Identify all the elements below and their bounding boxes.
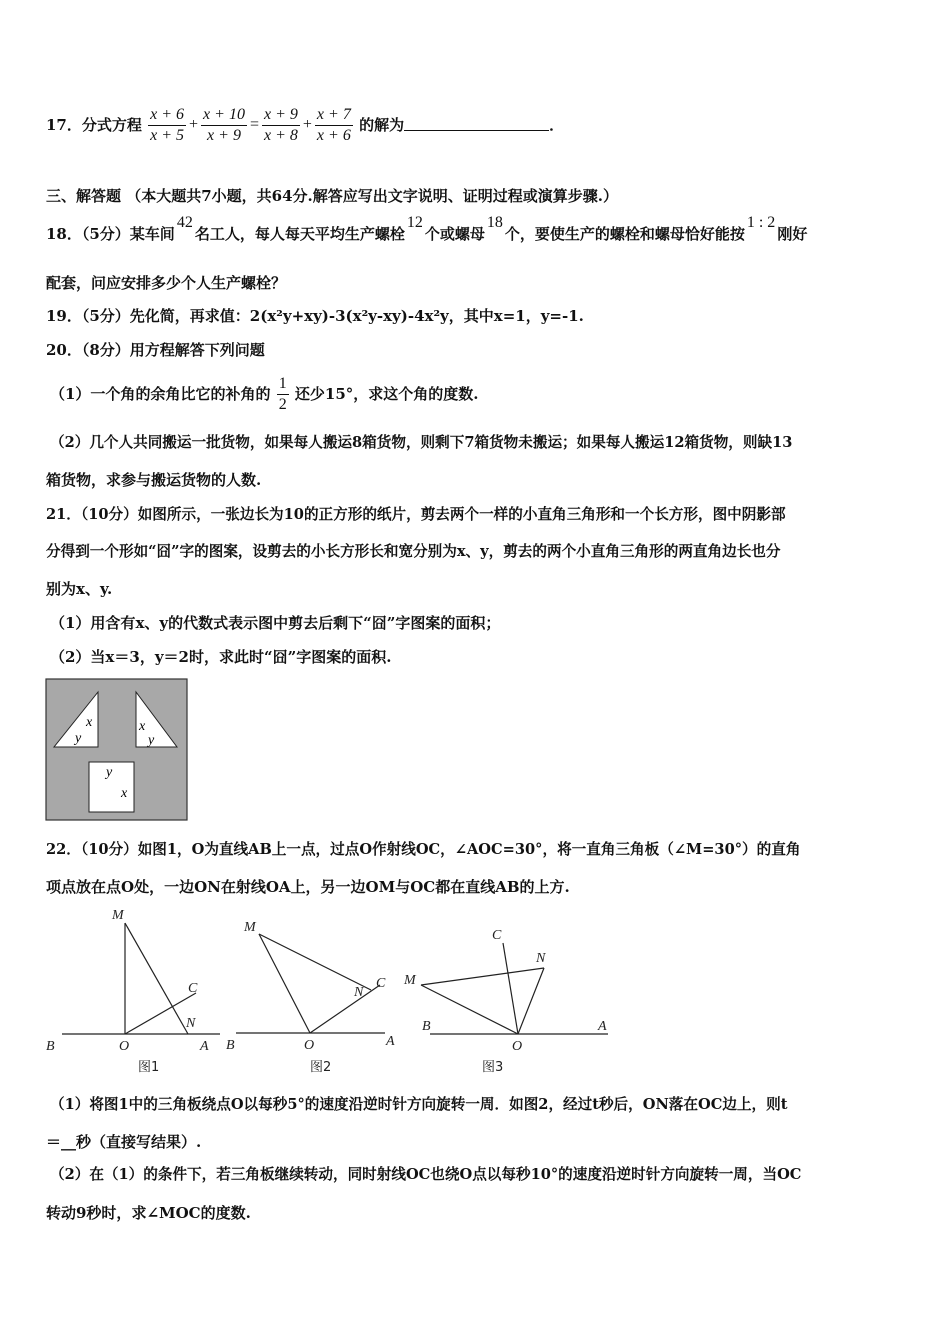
q21-label-y-rect: y [106, 765, 113, 780]
fig2-oc [310, 985, 380, 1033]
q18-part-3: 个或螺母 [424, 225, 485, 243]
q18-part-5: 刚好 [777, 225, 808, 243]
fig1-mn [125, 923, 188, 1034]
q20-sub-1-b: 还少15°，求这个角的度数. [294, 385, 479, 403]
fig3-caption: 图3 [482, 1060, 504, 1075]
q17-equals: = [249, 116, 259, 133]
q21-label-x-left: x [86, 715, 93, 730]
q22-figures [40, 903, 620, 1078]
fig1-label-o: O [119, 1039, 130, 1054]
q18-part-1: 18．（5分）某车间 [46, 225, 175, 243]
q18-number-nuts: 18 [486, 214, 503, 231]
q17-f1-numerator: x + 6 [148, 105, 186, 126]
q21-label-y-right: y [148, 733, 155, 748]
q21-line-2: 分得到一个形如“囧”字的图案，设剪去的小长方形长和宽分别为x、y，剪去的两个小直角三角形的两直角边长也分 [46, 543, 781, 560]
fig1-label-m: M [112, 908, 124, 923]
q20-fraction-denominator: 2 [278, 395, 287, 413]
q18-line-2: 配套，问应安排多少个人生产螺栓？ [46, 274, 287, 292]
fig3-label-n: N [536, 951, 546, 966]
q21-sub-1: （1）用含有x、y的代数式表示图中剪去后剩下“囧”字图案的面积； [50, 614, 501, 632]
q17-line [46, 104, 564, 146]
fig3-label-c: C [492, 928, 502, 943]
q20-sub-2-line-2: 箱货物，求参与搬运货物的人数. [46, 471, 262, 489]
q17-fraction-1 [148, 105, 186, 146]
q21-figure [45, 678, 189, 822]
q20-sub-1 [50, 372, 479, 415]
fig3-mn [421, 968, 544, 985]
q18-line-1 [46, 214, 808, 245]
q20-sub-2-line-1: （2）几个人共同搬运一批货物，如果每人搬运8箱货物，则剩下7箱货物未搬运；如果每人搬运12箱货物，则缺13 [50, 434, 793, 451]
fig2-label-o: O [304, 1038, 315, 1053]
q22-line-2: 项点放在点O处，一边ON在射线OA上，另一边OM与OC都在直线AB的上方. [46, 878, 570, 896]
q18-part-4: 个，要使生产的螺栓和螺母恰好能按 [504, 225, 745, 243]
q21-label-x-right: x [139, 719, 146, 734]
fig1-label-b: B [46, 1039, 55, 1054]
q20-fraction [277, 374, 289, 415]
q17-f4-denominator: x + 6 [316, 126, 351, 144]
q22-sub-1-line-1: （1）将图1中的三角板绕点O以每秒5°的速度沿逆时针方向旋转一周．如图2，经过t秒后，ON落在OC边上，则t [50, 1096, 788, 1113]
fig3-oc [503, 943, 518, 1034]
q18-part-2: 名工人，每人每天平均生产螺栓 [194, 225, 405, 243]
fig1-label-n: N [186, 1016, 196, 1031]
q17-plus-1: + [189, 116, 199, 133]
q17-f3-numerator: x + 9 [262, 105, 300, 126]
q17-suffix: 的解为 [359, 116, 405, 134]
fig2-mn [259, 934, 371, 990]
fig1-label-c: C [188, 981, 198, 996]
q17-fraction-3 [262, 105, 300, 146]
q21-line-1: 21．（10分）如图所示，一张边长为10的正方形的纸片，剪去两个一样的小直角三角形和一个长方形，图中阴影部 [46, 506, 786, 523]
q21-line-3: 别为x、y. [46, 580, 113, 598]
q17-prefix: 17．分式方程 [46, 116, 142, 134]
q17-f4-numerator: x + 7 [315, 105, 353, 126]
q22-sub-2-line-2: 转动9秒时，求∠MOC的度数. [46, 1204, 251, 1222]
fig2-caption: 图2 [310, 1060, 332, 1075]
q19-line: 19．（5分）先化简，再求值：2(x²y+xy)-3(x²y-xy)-4x²y，其中x=1，y=-1. [46, 307, 584, 325]
fig3-label-o: O [512, 1039, 523, 1054]
q21-label-x-rect: x [121, 786, 128, 801]
fig2-label-n: N [354, 985, 364, 1000]
q20-title: 20．（8分）用方程解答下列问题 [46, 341, 265, 359]
q17-f2-denominator: x + 9 [207, 126, 241, 144]
fig1-caption: 图1 [138, 1060, 160, 1075]
fig3-label-a: A [598, 1019, 607, 1034]
q17-f3-denominator: x + 8 [263, 126, 298, 144]
fig3-on [518, 968, 544, 1034]
q20-fraction-numerator: 1 [277, 374, 289, 395]
q18-number-workers: 42 [176, 214, 193, 231]
q17-fraction-2 [201, 105, 247, 146]
fig1-label-a: A [200, 1039, 209, 1054]
q17-fraction-4 [315, 105, 353, 146]
fig2-label-m: M [244, 920, 256, 935]
fig2-label-b: B [226, 1038, 235, 1053]
fig2-om [259, 934, 310, 1033]
section-3-header: 三、解答题 （本大题共7小题，共64分.解答应写出文字说明、证明过程或演算步骤.） [46, 187, 618, 205]
q17-end: ． [549, 116, 565, 134]
q18-number-bolts: 12 [406, 214, 423, 231]
q18-ratio: 1 : 2 [746, 214, 776, 231]
fig2-label-c: C [376, 976, 386, 991]
q17-f1-denominator: x + 5 [150, 126, 185, 144]
q17-answer-blank[interactable] [404, 116, 549, 131]
fig3-om [421, 985, 518, 1034]
q21-sub-2: （2）当x＝3，y＝2时，求此时“囧”字图案的面积. [50, 648, 392, 666]
fig3-label-m: M [404, 973, 416, 988]
q22-sub-2-line-1: （2）在（1）的条件下，若三角板继续转动，同时射线OC也绕O点以每秒10°的速度沿逆时针方向旋转一周，当OC [50, 1166, 802, 1183]
q20-sub-1-a: （1）一个角的余角比它的补角的 [50, 385, 271, 403]
q21-label-y-left: y [75, 731, 82, 746]
q22-line-1: 22．（10分）如图1，O为直线AB上一点，过点O作射线OC，∠AOC=30°，将一直角三角板（∠M=30°）的直角 [46, 841, 801, 858]
q22-sub-1-line-2: ＝__秒（直接写结果）. [46, 1133, 202, 1151]
fig3-label-b: B [422, 1019, 431, 1034]
q17-plus-2: + [302, 116, 312, 133]
q17-f2-numerator: x + 10 [201, 105, 247, 126]
fig2-label-a: A [386, 1034, 395, 1049]
